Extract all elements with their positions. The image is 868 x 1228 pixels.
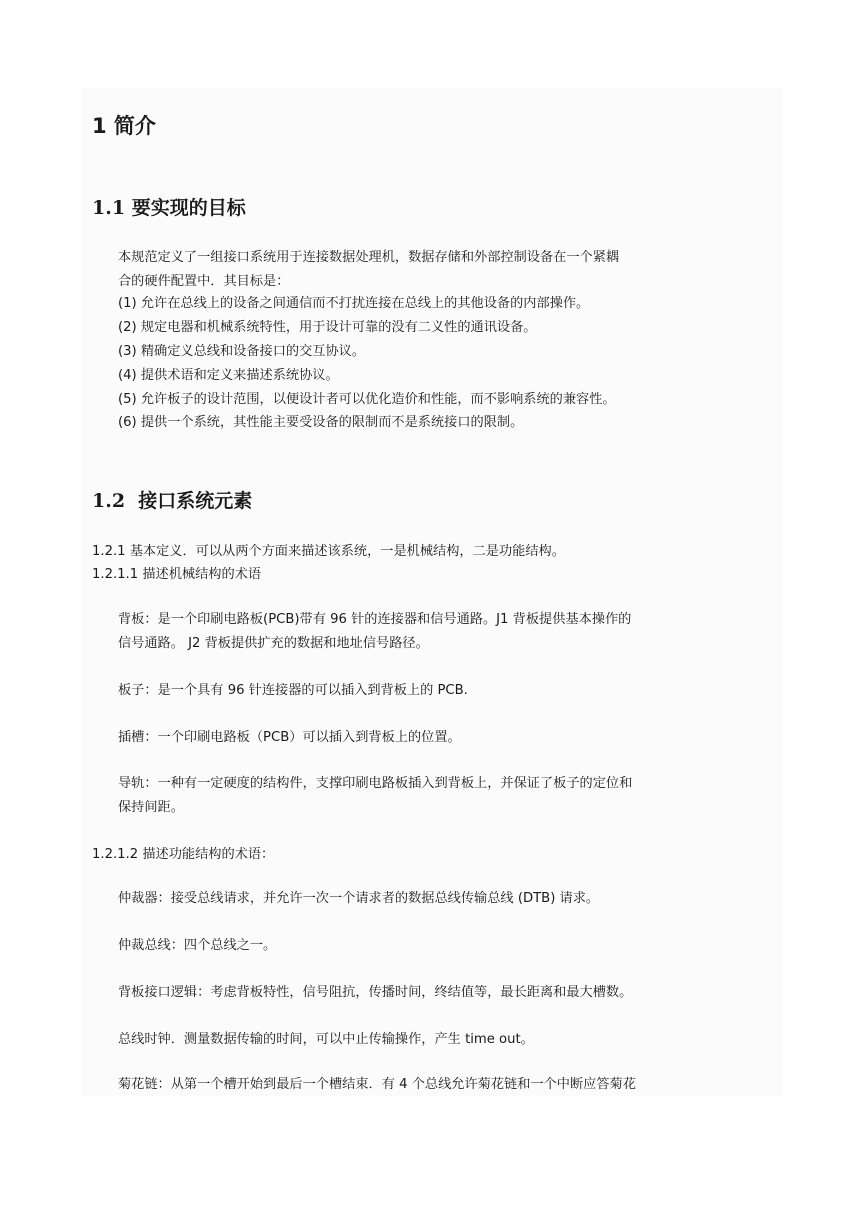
term-guide-rail-cont: 保持间距。 xyxy=(118,800,184,815)
subsection-1-2-1-2: 1.2.1.2 描述功能结构的术语： xyxy=(92,847,275,862)
goal-item: (5) 允许板子的设计范围，以便设计者可以优化造价和性能，而不影响系统的兼容性。 xyxy=(118,392,616,407)
term-arbitration-bus: 仲裁总线：四个总线之一。 xyxy=(118,938,277,953)
term-guide-rail: 导轨：一种有一定硬度的结构件，支撑印刷电路板插入到背板上，并保证了板子的定位和 xyxy=(118,776,633,791)
subsection-1-2-1-1: 1.2.1.1 描述机械结构的术语 xyxy=(92,567,262,582)
intro-line: 本规范定义了一组接口系统用于连接数据处理机，数据存储和外部控制设备在一个紧耦 xyxy=(118,250,620,265)
goal-item: (4) 提供术语和定义来描述系统协议。 xyxy=(118,368,339,383)
goal-item: (2) 规定电器和机械系统特性，用于设计可靠的没有二义性的通讯设备。 xyxy=(118,320,537,335)
intro-line: 合的硬件配置中．其目标是： xyxy=(118,274,290,289)
section-1-1-heading xyxy=(92,193,246,220)
term-slot: 插槽：一个印刷电路板（PCB）可以插入到背板上的位置。 xyxy=(118,730,461,745)
section-number: 1.1 xyxy=(92,197,126,219)
goal-item: (3) 精确定义总线和设备接口的交互协议。 xyxy=(118,344,366,359)
term-arbiter: 仲裁器：接受总线请求，并允许一次一个请求者的数据总线传输总线 (DTB) 请求。 xyxy=(118,891,600,906)
goal-item: (6) 提供一个系统，其性能主要受设备的限制而不是系统接口的限制。 xyxy=(118,415,524,430)
section-title: 接口系统元素 xyxy=(138,490,253,512)
definition-intro: 1.2.1 基本定义．可以从两个方面来描述该系统，一是机械结构，二是功能结构。 xyxy=(92,544,565,559)
term-bus-timer: 总线时钟．测量数据传输的时间，可以中止传输操作，产生 time out。 xyxy=(118,1032,534,1047)
section-number: 1.2 xyxy=(92,490,126,512)
section-title: 要实现的目标 xyxy=(131,197,246,219)
term-backplane: 背板：是一个印刷电路板(PCB)带有 96 针的连接器和信号通路。J1 背板提供基本操作的 xyxy=(118,612,632,627)
chapter-title: 1 简介 xyxy=(92,114,156,138)
term-daisy-chain: 菊花链：从第一个槽开始到最后一个槽结束．有 4 个总线允许菊花链和一个中断应答菊花 xyxy=(118,1077,636,1092)
term-board: 板子：是一个具有 96 针连接器的可以插入到背板上的 PCB. xyxy=(118,683,468,698)
section-1-2-heading xyxy=(92,486,252,513)
goal-item: (1) 允许在总线上的设备之间通信而不打扰连接在总线上的其他设备的内部操作。 xyxy=(118,296,590,311)
term-backplane-logic: 背板接口逻辑：考虑背板特性，信号阻抗，传播时间，终结值等，最长距离和最大槽数。 xyxy=(118,985,633,1000)
term-backplane-cont: 信号通路。 J2 背板提供扩充的数据和地址信号路径。 xyxy=(118,636,429,651)
